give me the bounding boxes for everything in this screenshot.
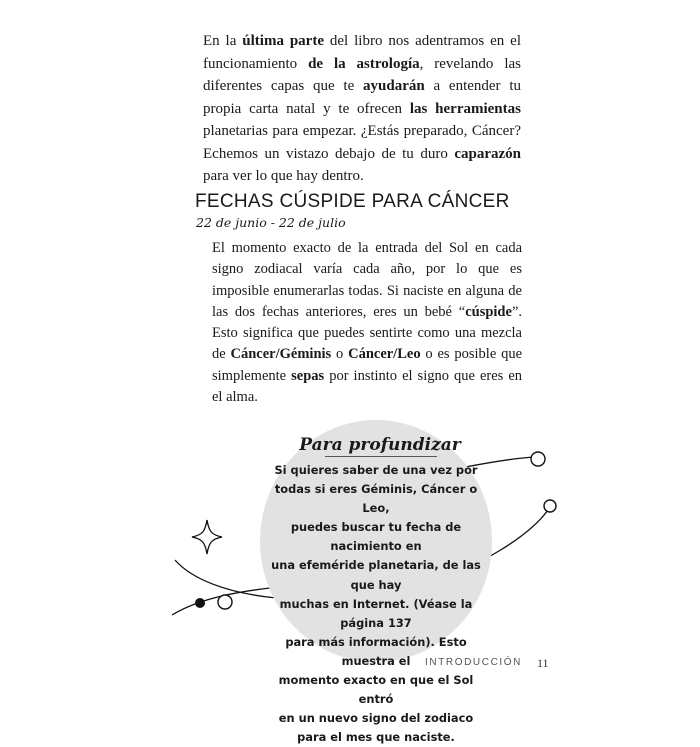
bold-run: cúspide [465, 303, 512, 320]
sparkle-icon [192, 520, 222, 554]
callout-line: una efeméride planetaria, de las que hay [271, 558, 481, 592]
running-footer: INTRODUCCIÓN [425, 657, 522, 668]
text-run: ”. Esto significa que puedes sentirte como una mezcla de [212, 303, 522, 363]
text-run: o [331, 346, 349, 363]
callout-line: todas si eres Géminis, Cáncer o Leo, [274, 482, 478, 516]
planet-dot-filled-icon [195, 598, 205, 608]
text-run: para ver lo que hay dentro. [203, 168, 364, 184]
callout-line: para el mes que naciste. [297, 730, 455, 745]
text-run: del libro nos adentramos en el funcionamiento [203, 33, 521, 72]
callout-line: Si quieres saber de una vez por [274, 463, 478, 477]
callout-line: puedes buscar tu fecha de nacimiento en [290, 520, 462, 554]
callout-line: muchas en Internet. (Véase la página 137 [279, 596, 473, 630]
text-run: El momento exacto de la entrada del Sol en cada signo zodiacal varía cada año, por lo que es imposible enumerarlas todas. Si naciste en alguna de las dos fechas anteriores, eres un bebé “ [212, 240, 522, 320]
bold-run: caparazón [454, 145, 521, 162]
text-run: En la [203, 33, 243, 49]
planet-dot-icon [531, 452, 545, 466]
planet-dot-icon [544, 500, 556, 512]
cusp-dates: 22 de junio - 22 de julio [196, 215, 346, 230]
bold-run: las herramientas [409, 100, 521, 117]
callout-title-rule [325, 456, 437, 457]
text-run: planetarias para empezar. ¿Estás preparado, Cáncer? Echemos un vistazo debajo de tu duro [203, 123, 521, 162]
planet-dot-icon [218, 595, 232, 609]
bold-run: sepas [291, 367, 325, 384]
callout-line: en un nuevo signo del zodiaco [278, 711, 474, 726]
bold-run: Cáncer/Leo [348, 346, 421, 363]
text-run: o es posible que simplemente [212, 346, 523, 384]
callout-title: Para profundizar [299, 435, 461, 455]
bold-run: de la astrología [308, 55, 420, 72]
text-run: a entender tu propia carta natal y te ofrecen [203, 78, 521, 117]
page-number: 11 [537, 656, 549, 670]
callout-line: momento exacto en que el Sol entró [278, 673, 474, 707]
callout-text [265, 461, 487, 747]
bold-run: ayudarán [363, 78, 425, 94]
text-run: , revelando las diferentes capas que te [203, 55, 521, 94]
bold-run: Cáncer/Géminis [230, 346, 332, 363]
text-run: por instinto el signo que eres en el alma. [212, 367, 523, 406]
callout-line: para más información). Esto muestra el [285, 634, 467, 668]
bold-run: última parte [242, 33, 324, 49]
section-heading: FECHAS CÚSPIDE PARA CÁNCER [195, 191, 510, 212]
